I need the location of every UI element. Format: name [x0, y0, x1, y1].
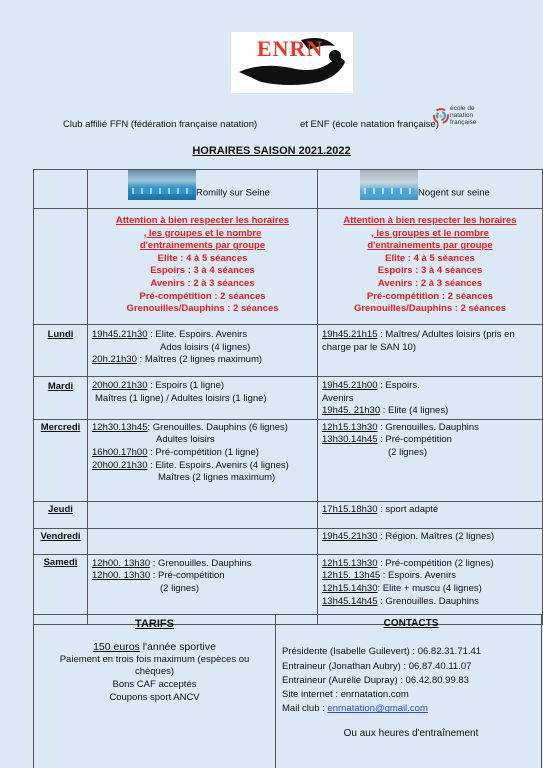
schedule-cell-nogent	[318, 501, 543, 528]
slot-text: (2 lignes)	[160, 582, 200, 594]
slot	[92, 447, 313, 460]
tarifs-line: Paiement en trois fois maximum (espèces ou chèques)	[59, 653, 250, 678]
contact-line: Entraineur (Jonathan Aubry) : 06.87.40.11.07	[282, 660, 472, 672]
slot-time: 12h15.13h30	[322, 557, 378, 569]
slot-time: 12h00. 13h30	[92, 557, 151, 569]
tarifs-line: Bons CAF acceptés	[112, 679, 197, 691]
day-label: Jeudi	[34, 501, 88, 528]
slot	[322, 596, 538, 609]
slot-text: : Pré-compétition (2 lignes)	[377, 557, 494, 569]
tarifs-section	[34, 618, 275, 705]
mail-label: Mail club :	[282, 703, 328, 715]
day-label: Mardi	[34, 377, 88, 420]
notice-line: Attention à bien respecter les horaires	[343, 215, 517, 226]
slot	[92, 434, 313, 447]
slot	[322, 504, 538, 517]
slot-time: 13h45.14h45	[322, 595, 378, 607]
slot-text: : Grenouilles. Dauphins	[377, 421, 479, 433]
slot	[92, 472, 313, 485]
schedule-cell-romilly	[88, 325, 318, 377]
slot	[322, 570, 538, 583]
tarifs-line: Coupons sport ANCV	[109, 691, 200, 703]
slot	[92, 422, 313, 435]
notice-group: Elite : 4 à 5 séances	[157, 252, 248, 264]
notice-line: , les groupes et le nombre	[143, 227, 262, 239]
slot-time: 19h45.21h15	[322, 329, 378, 340]
pool-name-nogent: Nogent sur seine	[418, 187, 490, 199]
day-label: Lundi	[34, 325, 88, 377]
slot-time: 16h00.17h00	[92, 446, 148, 458]
schedule-cell-nogent	[318, 325, 543, 377]
slot-text: : Région. Maîtres (2 lignes)	[377, 530, 495, 542]
enf-swirl-icon	[433, 108, 449, 124]
notice-group: Pré-compétition : 2 séances	[366, 290, 494, 302]
slot-text: : Pré-compétition	[377, 434, 452, 446]
slot-time: 12h00. 13h30	[92, 570, 151, 582]
slot	[92, 583, 313, 596]
page-title: HORAIRES SAISON 2021.2022	[192, 145, 351, 157]
notice-group: Espoirs : 3 à 4 séances	[377, 265, 483, 277]
slot-text: : Maîtres/ Adultes loisirs (pris en charge par le SAN 10)	[322, 329, 515, 353]
slot-time: 12h15. 13h45	[322, 570, 381, 582]
notice-line: d'entrainements par groupe	[139, 240, 266, 252]
logo-text: ENRN	[257, 36, 324, 61]
slot	[322, 434, 538, 447]
contacts-heading: CONTACTS	[383, 618, 439, 629]
slot-text: Ados loisirs (4 lignes)	[160, 341, 251, 353]
day-label: Mercredi	[34, 419, 88, 501]
slot-text: Maîtres (1 ligne) / Adultes loisirs (1 ligne)	[95, 392, 267, 404]
slot-text: : Pré-compétition	[150, 570, 225, 582]
slot	[92, 570, 313, 583]
tarifs-price: 150 euros	[93, 640, 140, 653]
slot	[322, 583, 538, 596]
slot-text: (2 lignes)	[388, 446, 428, 458]
schedule-cell-nogent	[318, 528, 543, 554]
mail-link[interactable]: enrnatation@gmail.com	[327, 703, 428, 715]
tarifs-price-suffix: l'année sportive	[139, 640, 216, 653]
schedule-table	[33, 169, 543, 625]
slot	[322, 405, 538, 418]
slot-text: Avenirs	[322, 392, 354, 404]
slot-time: 19h45.21h30	[92, 329, 148, 340]
notice-group: Avenirs : 2 à 3 séances	[377, 277, 483, 289]
schedule-cell-romilly	[88, 419, 318, 501]
notice-group: Pré-compétition : 2 séances	[139, 290, 266, 302]
slot	[92, 558, 313, 571]
slot-text: : Elite. Espoirs. Avenirs	[147, 329, 248, 340]
notice-line: , les groupes et le nombre	[371, 227, 489, 239]
slot-text: : Pré-compétition (1 ligne)	[147, 446, 259, 458]
schedule-cell-romilly	[88, 501, 318, 528]
schedule-cell-nogent	[318, 419, 543, 501]
slot	[322, 393, 538, 406]
club-logo	[231, 32, 353, 93]
day-label: Samedi	[34, 554, 88, 624]
slot	[322, 531, 538, 544]
slot-text: : Espoirs (1 ligne)	[147, 380, 225, 391]
contact-line: Entraineur (Aurélie Dupray) : 06.42.80.99.83	[282, 674, 469, 686]
pool-name-romilly: Romilly sur Seine	[196, 187, 270, 199]
slot-time: 20h00.21h30	[92, 459, 148, 471]
enf-logo	[433, 105, 483, 129]
slot-text: : Grenouilles. Dauphins	[377, 595, 479, 607]
slot-text: : sport adapté	[377, 503, 439, 515]
corner-cell	[34, 209, 88, 325]
schedule-cell-romilly	[88, 377, 318, 420]
slot-time: 12h30.13h45	[92, 421, 148, 433]
slot-time: 20h.21h30	[92, 354, 137, 366]
pool-photo-nogent	[360, 170, 418, 200]
slot	[92, 393, 313, 406]
notice-group: Grenouilles/Dauphins : 2 séances	[126, 303, 279, 315]
slot-text: : Espoirs. Avenirs	[380, 570, 456, 582]
slot-text: : Elite. Espoirs. Avenirs (4 lignes)	[147, 459, 289, 471]
contacts-footer: Ou aux heures d'entraînement	[343, 727, 479, 739]
slot-time: 20h00.21h30	[92, 380, 148, 391]
contact-mail-line	[282, 702, 540, 716]
slot-text: : Elite (4 lignes)	[380, 405, 449, 417]
slot-time: 19h45.21h30	[322, 530, 378, 542]
notice-group: Grenouilles/Dauphins : 2 séances	[353, 303, 507, 315]
notice-romilly	[88, 209, 318, 325]
corner-cell	[34, 170, 88, 209]
slot-text: Maîtres (2 lignes maximum)	[158, 472, 276, 484]
enf-logo-line: natation	[450, 112, 474, 119]
slot	[322, 422, 538, 435]
contacts-section	[282, 617, 540, 741]
notice-line: d'entrainements par groupe	[367, 240, 493, 252]
notice-group: Espoirs : 3 à 4 séances	[150, 265, 255, 277]
pool-header-romilly	[88, 170, 318, 209]
tarifs-heading: TARIFS	[135, 618, 174, 630]
slot-time: 12h15.13h30	[322, 421, 378, 433]
schedule-cell-romilly	[88, 528, 318, 554]
slot	[92, 329, 313, 342]
slot	[322, 380, 538, 393]
notice-group: Avenirs : 2 à 3 séances	[150, 277, 255, 289]
slot-time: 19h45. 21h30	[322, 405, 381, 417]
enf-logo-line: école de	[450, 105, 475, 112]
slot-text: Adultes loisirs	[156, 434, 215, 446]
slot-time: 19h45.21h00	[322, 380, 378, 391]
slot	[322, 447, 538, 460]
pool-header-nogent	[318, 170, 543, 209]
slot	[92, 380, 313, 393]
schedule-cell-nogent	[318, 377, 543, 420]
tarifs-price-line	[34, 641, 275, 654]
notice-nogent	[318, 209, 543, 325]
contact-line: Présidente (Isabelle Guilevert) : 06.82.31.71.41	[282, 646, 482, 658]
slot-time: 12h15.14h30	[322, 582, 378, 594]
slot-time: 17h15.18h30	[322, 503, 378, 515]
slot	[92, 460, 313, 473]
affiliation-enf: et ENF (école natation française)	[300, 119, 439, 130]
slot-text: : Grenouilles. Dauphins	[150, 557, 252, 569]
affiliation-ffn: Club affilié FFN (fédération française natation)	[63, 119, 258, 130]
slot	[322, 329, 538, 354]
info-panel	[33, 614, 542, 768]
slot-text: : Elite + muscu (4 lignes)	[377, 582, 482, 594]
slot	[92, 354, 313, 367]
slot	[322, 558, 538, 571]
slot-time: 13h30.14h45	[322, 434, 378, 446]
enf-logo-line: française	[450, 119, 477, 126]
slot-text: : Espoirs.	[377, 380, 420, 391]
notice-line: Attention à bien respecter les horaires	[115, 215, 290, 226]
day-label: Vendredi	[34, 528, 88, 554]
divider	[275, 615, 276, 768]
contact-line: Site internet : enrnatation.com	[282, 689, 409, 701]
notice-group: Elite : 4 à 5 séances	[385, 252, 475, 264]
slot-text: : Maîtres (2 lignes maximum)	[136, 354, 263, 366]
slot-text: : Grenouilles. Dauphins (6 lignes)	[147, 421, 288, 433]
pool-photo-romilly	[128, 170, 196, 200]
slot	[92, 342, 313, 355]
